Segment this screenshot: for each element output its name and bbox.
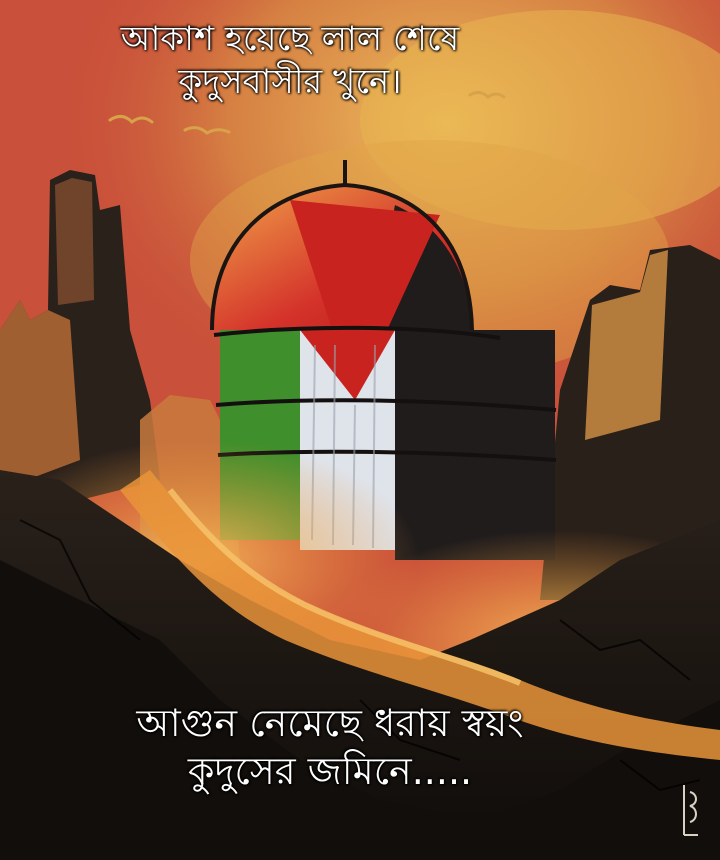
poem-bottom-line-2: কুদুসের জমিনে..... xyxy=(187,748,473,793)
poem-top-line-1: আকাশ হয়েছে লাল শেষে xyxy=(120,19,460,59)
left-ruin-light xyxy=(0,300,80,490)
artist-signature xyxy=(676,780,706,840)
left-ruin-light xyxy=(55,178,94,305)
poem-top-line-2: কুদুসবাসীর খুনে। xyxy=(178,61,402,102)
flag-black xyxy=(395,330,555,560)
poem-top xyxy=(0,18,720,103)
poem-bottom xyxy=(0,700,720,795)
poem-bottom-line-1: আগুন নেমেছে ধরায় স্বয়ং xyxy=(136,701,524,745)
